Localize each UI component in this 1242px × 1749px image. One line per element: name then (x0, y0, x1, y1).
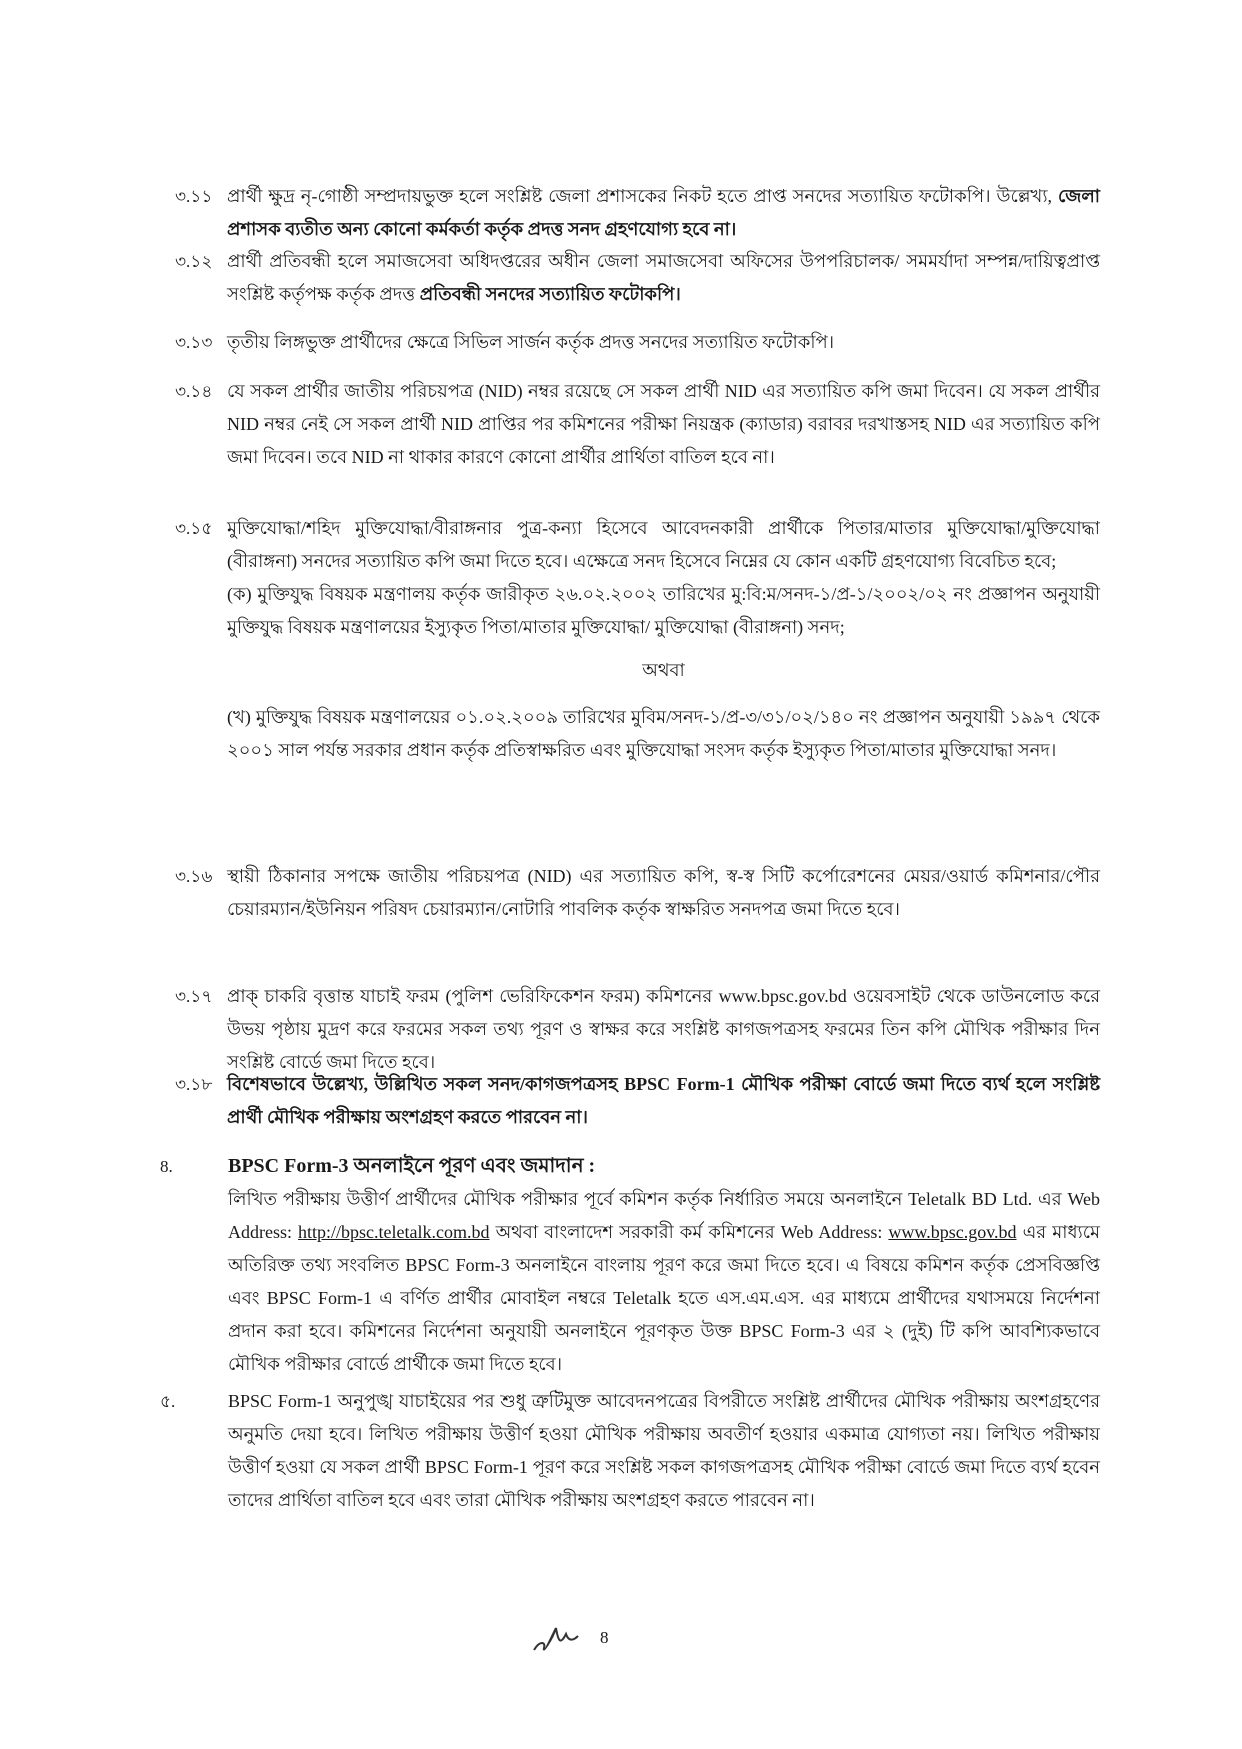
clause-3-18 (175, 1068, 1100, 1134)
section-text: BPSC Form-1 অনুপুঙ্খ যাচাইয়ের পর শুধু ত্রুটিমুক্ত আবেদনপত্রের বিপরীতে সংশ্লিষ্ট প্রার্থীদের মৌখিক পরীক্ষায় অংশগ্রহণের অনুমতি দেয়া হবে। লিখিত পরীক্ষায় উত্তীর্ণ হওয়া মৌখিক পরীক্ষায় অবতীর্ণ হওয়ার একমাত্র যোগ্যতা নয়। লিখিত পরীক্ষায় উত্তীর্ণ হওয়া যে সকল প্রার্থী BPSC Form-1 পূরণ করে সংশ্লিষ্ট সকল কাগজপত্রসহ মৌখিক পরীক্ষা বোর্ডে জমা দিতে ব্যর্থ হবেন তাদের প্রার্থিতা বাতিল হবে এবং তারা মৌখিক পরীক্ষায় অংশগ্রহণ করতে পারবেন না। (228, 1391, 1100, 1510)
section-number: 8. (160, 1157, 173, 1176)
clause-3-16 (175, 860, 1100, 926)
sub-clause-kha: (খ) মুক্তিযুদ্ধ বিষয়ক মন্ত্রণালয়ের ০১.০২.২০০৯ তারিখের মুবিম/সনদ-১/প্র-৩/৩১/০২/১৪০ নং প্রজ্ঞাপন অনুযায়ী ১৯৯৭ থেকে ২০০১ সাল পর্যন্ত সরকার প্রধান কর্তৃক প্রতিস্বাক্ষরিত এবং মুক্তিযোদ্ধা সংসদ কর্তৃক ইস্যুকৃত পিতা/মাতার মুক্তিযোদ্ধা সনদ। (227, 707, 1100, 760)
clause-text: প্রার্থী ক্ষুদ্র নৃ-গোষ্ঠী সম্প্রদায়ভুক্ত হলে সংশ্লিষ্ট জেলা প্রশাসকের নিকট হতে প্রাপ্ত সনদের সত্যায়িত ফটোকপি। উল্লেখ্য, (227, 186, 1058, 206)
section-text: লিখিত পরীক্ষায় উত্তীর্ণ প্রার্থীদের মৌখিক পরীক্ষার পূর্বে কমিশন কর্তৃক নির্ধারিত সময়ে অনলাইনে Teletalk BD Ltd. এর Web Address: (228, 1189, 1100, 1242)
section-4 (160, 1150, 1100, 1381)
teletalk-link[interactable]: http://bpsc.teletalk.com.bd (298, 1222, 490, 1242)
page-footer (530, 1620, 609, 1656)
section-number: ৫. (160, 1392, 176, 1411)
clause-3-11 (175, 180, 1100, 246)
clause-number: ৩.১৮ (175, 1075, 213, 1094)
clause-number: ৩.১৬ (175, 867, 213, 886)
section-heading: BPSC Form-3 অনলাইনে পূরণ এবং জমাদান : (228, 1155, 596, 1177)
clause-text: প্রাক্ চাকরি বৃত্তান্ত যাচাই ফরম (পুলিশ ভেরিফিকেশন ফরম) কমিশনের www.bpsc.gov.bd ওয়েবসাইট থেকে ডাউনলোড করে উভয় পৃষ্ঠায় মুদ্রণ করে ফরমের সকল তথ্য পূরণ ও স্বাক্ষর করে সংশ্লিষ্ট কাগজপত্রসহ ফরমের তিন কপি মৌখিক পরীক্ষার দিন সংশ্লিষ্ট বোর্ডে জমা দিতে হবে। (227, 986, 1100, 1072)
signature-initial (530, 1620, 580, 1656)
clause-bold-text: বিশেষভাবে উল্লেখ্য, উল্লিখিত সকল সনদ/কাগজপত্রসহ BPSC Form-1 মৌখিক পরীক্ষা বোর্ডে জমা দিতে ব্যর্থ হলে সংশ্লিষ্ট প্রার্থী মৌখিক পরীক্ষায় অংশগ্রহণ করতে পারবেন না। (227, 1074, 1100, 1127)
clause-3-15 (175, 512, 1100, 767)
or-separator: অথবা (642, 660, 685, 680)
page-number: 8 (600, 1628, 609, 1647)
clause-text: স্থায়ী ঠিকানার সপক্ষে জাতীয় পরিচয়পত্র (NID) এর সত্যায়িত কপি, স্ব-স্ব সিটি কর্পোরেশনের মেয়র/ওয়ার্ড কমিশনার/পৌর চেয়ারম্যান/ইউনিয়ন পরিষদ চেয়ারম্যান/নোটারি পাবলিক কর্তৃক স্বাক্ষরিত সনদপত্র জমা দিতে হবে। (227, 866, 1100, 919)
clause-3-12 (175, 245, 1100, 311)
clause-number: ৩.১৫ (175, 519, 213, 538)
clause-3-17 (175, 980, 1100, 1079)
clause-text: প্রার্থী প্রতিবন্ধী হলে সমাজসেবা অধিদপ্তরের অধীন জেলা সমাজসেবা অফিসের উপপরিচালক/ সমমর্যাদা সম্পন্ন/দায়িত্বপ্রাপ্ত সংশ্লিষ্ট কর্তৃপক্ষ কর্তৃক প্রদত্ত (227, 251, 1100, 304)
bpsc-link[interactable]: www.bpsc.gov.bd (888, 1222, 1017, 1242)
section-5 (160, 1385, 1100, 1517)
clause-number: ৩.১৪ (175, 382, 213, 401)
clause-text: যে সকল প্রার্থীর জাতীয় পরিচয়পত্র (NID) নম্বর রয়েছে সে সকল প্রার্থী NID এর সত্যায়িত কপি জমা দিবেন। যে সকল প্রার্থীর NID নম্বর নেই সে সকল প্রার্থী NID প্রাপ্তির পর কমিশনের পরীক্ষা নিয়ন্ত্রক (ক্যাডার) বরাবর দরখাস্তসহ NID এর সত্যায়িত কপি জমা দিবেন। তবে NID না থাকার কারণে কোনো প্রার্থীর প্রার্থিতা বাতিল হবে না। (227, 381, 1100, 467)
clause-text: তৃতীয় লিঙ্গভুক্ত প্রার্থীদের ক্ষেত্রে সিভিল সার্জন কর্তৃক প্রদত্ত সনদের সত্যায়িত ফটোকপি। (227, 332, 835, 352)
clause-number: ৩.১৩ (175, 333, 213, 352)
section-text: অথবা বাংলাদেশ সরকারী কর্ম কমিশনের Web Address: (489, 1222, 889, 1242)
sub-clause-ka: (ক) মুক্তিযুদ্ধ বিষয়ক মন্ত্রণালয় কর্তৃক জারীকৃত ২৬.০২.২০০২ তারিখের মু:বি:ম/সনদ-১/প্র-১/২০০২/০২ নং প্রজ্ঞাপন অনুযায়ী মুক্তিযুদ্ধ বিষয়ক মন্ত্রণালয়ের ইস্যুকৃত পিতা/মাতার মুক্তিযোদ্ধা/ মুক্তিযোদ্ধা (বীরাঙ্গনা) সনদ; (227, 584, 1100, 637)
clause-3-13 (175, 326, 1100, 359)
clause-number: ৩.১১ (175, 187, 213, 206)
clause-3-14 (175, 375, 1100, 474)
clause-text: মুক্তিযোদ্ধা/শহিদ মুক্তিযোদ্ধা/বীরাঙ্গনার পুত্র-কন্যা হিসেবে আবেদনকারী প্রার্থীকে পিতার/মাতার মুক্তিযোদ্ধা/মুক্তিযোদ্ধা (বীরাঙ্গনা) সনদের সত্যায়িত কপি জমা দিতে হবে। এক্ষেত্রে সনদ হিসেবে নিম্নের যে কোন একটি গ্রহণযোগ্য বিবেচিত হবে; (227, 518, 1100, 571)
clause-bold-text: প্রতিবন্ধী সনদের সত্যায়িত ফটোকপি। (419, 284, 681, 304)
clause-number: ৩.১৭ (175, 987, 213, 1006)
clause-bold-text: জেলা প্রশাসক ব্যতীত অন্য কোনো কর্মকর্তা কর্তৃক প্রদত্ত সনদ গ্রহণযোগ্য হবে না। (227, 186, 1100, 239)
section-text: এর মাধ্যমে অতিরিক্ত তথ্য সংবলিত BPSC Form-3 অনলাইনে বাংলায় পূরণ করে জমা দিতে হবে। এ বিষয়ে কমিশন কর্তৃক প্রেসবিজ্ঞপ্তি এবং BPSC Form-1 এ বর্ণিত প্রার্থীর মোবাইল নম্বরে Teletalk হতে এস.এম.এস. এর মাধ্যমে প্রার্থীদের যথাসময়ে নির্দেশনা প্রদান করা হবে। কমিশনের নির্দেশনা অনুযায়ী অনলাইনে পূরণকৃত উক্ত BPSC Form-3 এর ২ (দুই) টি কপি আবশ্যিকভাবে মৌখিক পরীক্ষার বোর্ডে প্রার্থীকে জমা দিতে হবে। (228, 1222, 1100, 1374)
clause-number: ৩.১২ (175, 252, 213, 271)
